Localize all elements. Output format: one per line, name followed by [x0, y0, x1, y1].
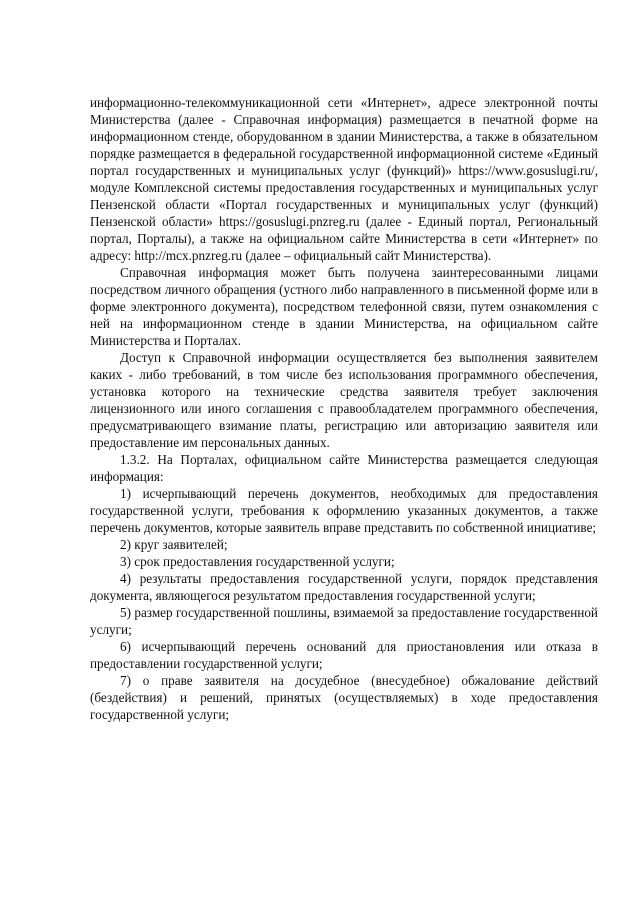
- list-item-7: 7) о праве заявителя на досудебное (внесудебное) обжалование действий (бездействия) и решений, принятых (осуществляемых) в ходе предоставления государственной услуги;: [90, 673, 598, 722]
- paragraph-continuation: информационно-телекоммуникационной сети «Интернет», адресе электронной почты Министерства (далее - Справочная информация) размещается в печатной форме на информационном стенде, оборудованном в здании Министерства, а также в обязательном порядке размещается в федеральной государственной информационной системе «Единый портал государственных и муниципальных услуг (функций)» https://www.gosuslugi.ru/, модуле Комплексной системы предоставления государственных и муниципальных услуг Пензенской области «Портал государственных и муниципальных услуг (функций) Пензенской области» https://gosuslugi.pnzreg.ru (далее - Единый портал, Региональный портал, Порталы), а также на официальном сайте Министерства в сети «Интернет» по адресу: http://mcx.pnzreg.ru (далее – официальный сайт Министерства).: [90, 95, 598, 263]
- list-item-2: 2) круг заявителей;: [120, 537, 228, 552]
- paragraph-1-3-2: 1.3.2. На Порталах, официальном сайте Министерства размещается следующая информация:: [90, 452, 598, 484]
- list-item-4: 4) результаты предоставления государственной услуги, порядок представления документа, являющегося результатом предоставления государственной услуги;: [90, 571, 598, 603]
- list-item-1: 1) исчерпывающий перечень документов, необходимых для предоставления государственной услуги, требования к оформлению указанных документов, а также перечень документов, которые заявитель вправе представить по собственной инициативе;: [90, 486, 598, 535]
- list-item-6: 6) исчерпывающий перечень оснований для приостановления или отказа в предоставлении государственной услуги;: [90, 639, 598, 671]
- list-item-5: 5) размер государственной пошлины, взимаемой за предоставление государственной услуги;: [90, 605, 598, 637]
- paragraph-access: Доступ к Справочной информации осуществляется без выполнения заявителем каких - либо требований, в том числе без использования программного обеспечения, установка которого на технические средства заявителя требует заключения лицензионного или иного соглашения с правообладателем программного обеспечения, предусматривающего взимание платы, регистрацию или авторизацию заявителя или предоставление им персональных данных.: [90, 350, 598, 450]
- document-body: [90, 94, 598, 723]
- list-item-3: 3) срок предоставления государственной услуги;: [120, 554, 395, 569]
- paragraph-reference-info: Справочная информация может быть получена заинтересованными лицами посредством личного обращения (устного либо направленного в письменной форме или в форме электронного документа), посредством телефонной связи, путем ознакомления с ней на информационном стенде в здании Министерства, на официальном сайте Министерства и Порталах.: [90, 265, 598, 348]
